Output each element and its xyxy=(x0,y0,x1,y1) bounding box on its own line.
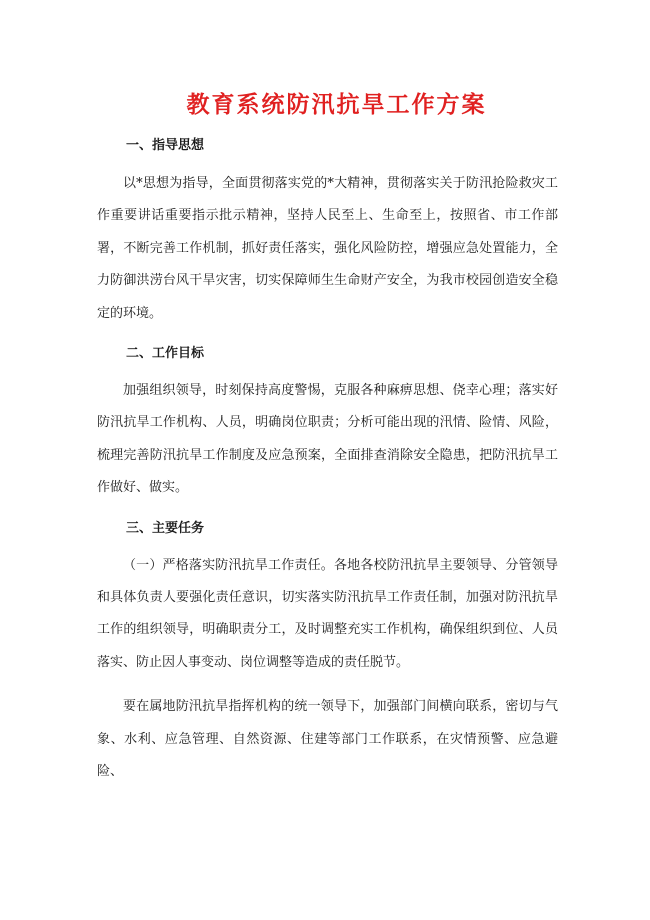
section-heading-main-tasks: 三、主要任务 xyxy=(126,520,205,536)
section-heading-guiding-ideology: 一、指导思想 xyxy=(126,138,205,153)
section-paragraph: （一）严格落实防汛抗旱工作责任。各地各校防汛抗旱主要领导、分管领导和具体负责人要强化责任意识，切实落实防汛抗旱工作责任制，加强对防汛抗旱工作的组织领导，明确职责分工，及时调整充实工作机构，确保组织到位、人员落实、防止因人事变动、岗位调整等造成的责任脱节。 xyxy=(97,557,558,670)
section-paragraph: 要在属地防汛抗旱指挥机构的统一领导下，加强部门间横向联系，密切与气象、水利、应急管理、自然资源、住建等部门工作联系，在灾情预警、应急避险、 xyxy=(97,699,558,780)
section-heading-work-goals: 二、工作目标 xyxy=(126,346,205,362)
section-paragraph: 以*思想为指导，全面贯彻落实党的*大精神，贯彻落实关于防汛抢险救灾工作重要讲话重要指示批示精神，坚持人民至上、生命至上，按照省、市工作部署，不断完善工作机制，抓好责任落实，强化风险防控，增强应急处置能力，全力防御洪涝台风干旱灾害，切实保障师生生命财产安全，为我市校园创造安全稳定的环境。 xyxy=(97,176,558,321)
section-paragraph: 加强组织领导，时刻保持高度警惕，克服各种麻痹思想、侥幸心理；落实好防汛抗旱工作机构、人员，明确岗位职责；分析可能出现的汛情、险情、风险，梳理完善防汛抗旱工作制度及应急预案，全面排查消除安全隐患，把防汛抗旱工作做好、做实。 xyxy=(97,383,558,496)
document-title: 教育系统防汛抗旱工作方案 xyxy=(186,91,487,118)
